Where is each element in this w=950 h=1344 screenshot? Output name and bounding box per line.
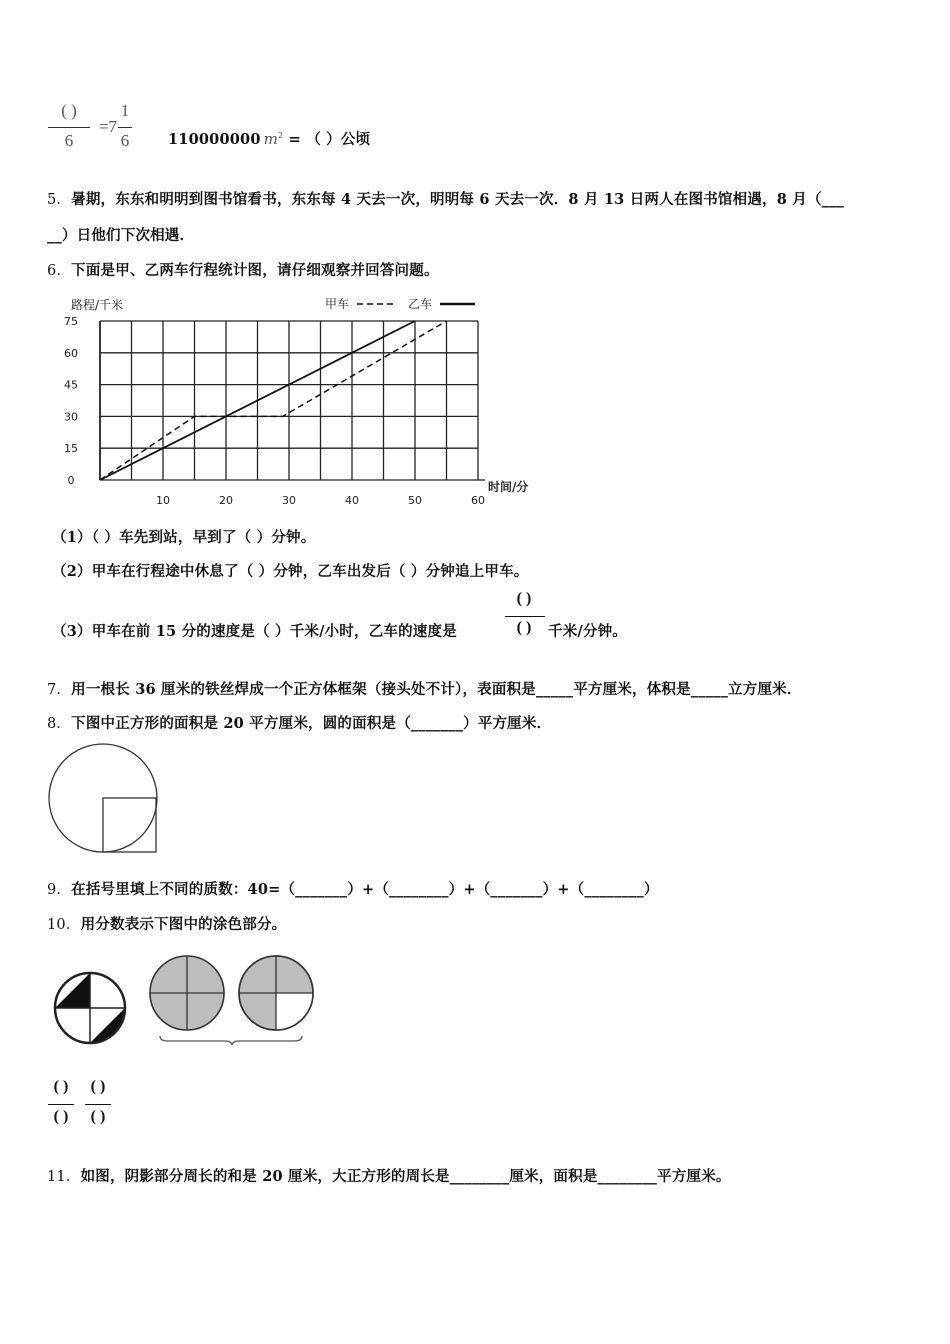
- fraction-numerator: ( ): [61, 101, 77, 120]
- chart-labels: [71, 297, 528, 494]
- x-tick-label: 40: [345, 494, 359, 507]
- question-number: 9．: [47, 882, 72, 898]
- fraction-bar: [48, 127, 90, 128]
- question-number: 10．: [47, 917, 81, 933]
- area-value: 110000000: [168, 131, 261, 148]
- sub-question-text: （2）甲车在行程途中休息了（ ）分钟，乙车出发后（ ）分钟追上甲车。: [52, 563, 529, 580]
- circle-three: [239, 956, 313, 1030]
- question-10: [47, 913, 286, 934]
- question-6-sub1: [52, 526, 315, 547]
- question-number: 6．: [47, 263, 72, 279]
- fraction-denominator: 6: [64, 131, 74, 150]
- question-number: 8．: [47, 716, 72, 732]
- question-text: 在括号里填上不同的质数：40=（_______）+（________）+（_______）+（________）: [71, 881, 659, 898]
- y-tick-label: 30: [64, 410, 78, 424]
- grouping-brace: [160, 1036, 302, 1045]
- question-7: [47, 678, 802, 699]
- question-9: [47, 878, 659, 899]
- x-tick-label: 30: [282, 494, 296, 507]
- shaded-circles-figure: [50, 950, 330, 1050]
- x-tick-label: 20: [219, 494, 233, 507]
- question-text: 暑期，东东和明明到图书馆看书，东东每 4 天去一次，明明每 6 天去一次．8 月 13 日两人在图书馆相遇，8 月（___: [71, 191, 845, 208]
- mixed-denominator: 6: [120, 131, 130, 150]
- question-number: 7．: [47, 682, 72, 698]
- sub-question-text: （3）甲车在前 15 分的速度是（ ）千米/小时，乙车的速度是: [52, 623, 457, 640]
- x-tick-label: 10: [156, 494, 170, 507]
- circle-one: [55, 973, 125, 1043]
- question-11: [47, 1165, 731, 1186]
- answer-denominator: ( ): [90, 1108, 106, 1125]
- legend-label-jia: 甲车: [325, 297, 350, 311]
- question-text: 用一根长 36 厘米的铁丝焊成一个正方体框架（接头处不计），表面积是_____平方厘米，体积是_____立方厘米．: [71, 681, 802, 698]
- question-6: [47, 259, 439, 280]
- mixed-bar: [118, 127, 132, 128]
- circle-two: [150, 956, 224, 1030]
- area-conversion: [168, 128, 370, 149]
- travel-chart: [55, 292, 555, 514]
- answer-denominator: ( ): [53, 1108, 69, 1125]
- x-axis-label: 时间/分: [488, 480, 529, 494]
- question-5-line1: [47, 188, 844, 209]
- question-text: 用分数表示下图中的涂色部分。: [80, 916, 287, 933]
- sub-question-text: （1）（ ）车先到站，早到了（ ）分钟。: [52, 529, 316, 546]
- x-tick-label: 60: [471, 494, 485, 507]
- chart-grid: [100, 321, 485, 480]
- question-text: __）日他们下次相遇．: [47, 227, 195, 244]
- answer-numerator: ( ): [53, 1078, 69, 1095]
- question-8: [47, 712, 551, 733]
- question-6-sub2: [52, 560, 528, 581]
- y-tick-label: 45: [64, 378, 78, 392]
- question-number: 5．: [47, 192, 72, 208]
- area-unit-sup: 2: [278, 131, 284, 141]
- question-6-sub3: [52, 620, 457, 641]
- answer-bar: [48, 1104, 74, 1105]
- y-tick-label: 0: [67, 474, 75, 487]
- question-6-sub3-tail: [548, 620, 627, 641]
- area-unit: m: [263, 130, 279, 148]
- speed-fraction-denominator: ( ): [516, 619, 532, 636]
- speed-fraction-numerator: ( ): [516, 590, 532, 607]
- y-axis-label: 路程/千米: [71, 298, 124, 312]
- answer-bar: [85, 1104, 111, 1105]
- y-tick-label: 75: [64, 315, 78, 328]
- legend-label-yi: 乙车: [408, 297, 433, 311]
- mixed-numerator: 1: [120, 101, 130, 120]
- question-text: 下图中正方形的面积是 20 平方厘米，圆的面积是（_______）平方厘米．: [71, 715, 552, 732]
- series-line-jia: [100, 321, 447, 480]
- area-rest: = （ ）公顷: [283, 131, 371, 148]
- x-tick-label: 50: [408, 494, 422, 507]
- square-shape: [103, 798, 156, 852]
- answer-numerator: ( ): [90, 1078, 106, 1095]
- speed-fraction-bar: [505, 616, 545, 617]
- circle-square-figure: [44, 742, 166, 860]
- question-text: 下面是甲、乙两车行程统计图，请仔细观察并回答问题。: [71, 262, 439, 279]
- chart-series: [100, 321, 447, 480]
- y-tick-label: 60: [64, 346, 78, 360]
- question-number: 11．: [47, 1169, 81, 1185]
- y-tick-label: 15: [64, 442, 78, 456]
- question-5-line2: [47, 224, 194, 245]
- fraction-equals: =7: [98, 117, 118, 136]
- question-text: 如图，阴影部分周长的和是 20 厘米，大正方形的周长是________厘米，面积是________平方厘米。: [80, 1168, 731, 1185]
- chart-ticks: [64, 315, 485, 507]
- sub-question-text: 千米/分钟。: [548, 623, 627, 640]
